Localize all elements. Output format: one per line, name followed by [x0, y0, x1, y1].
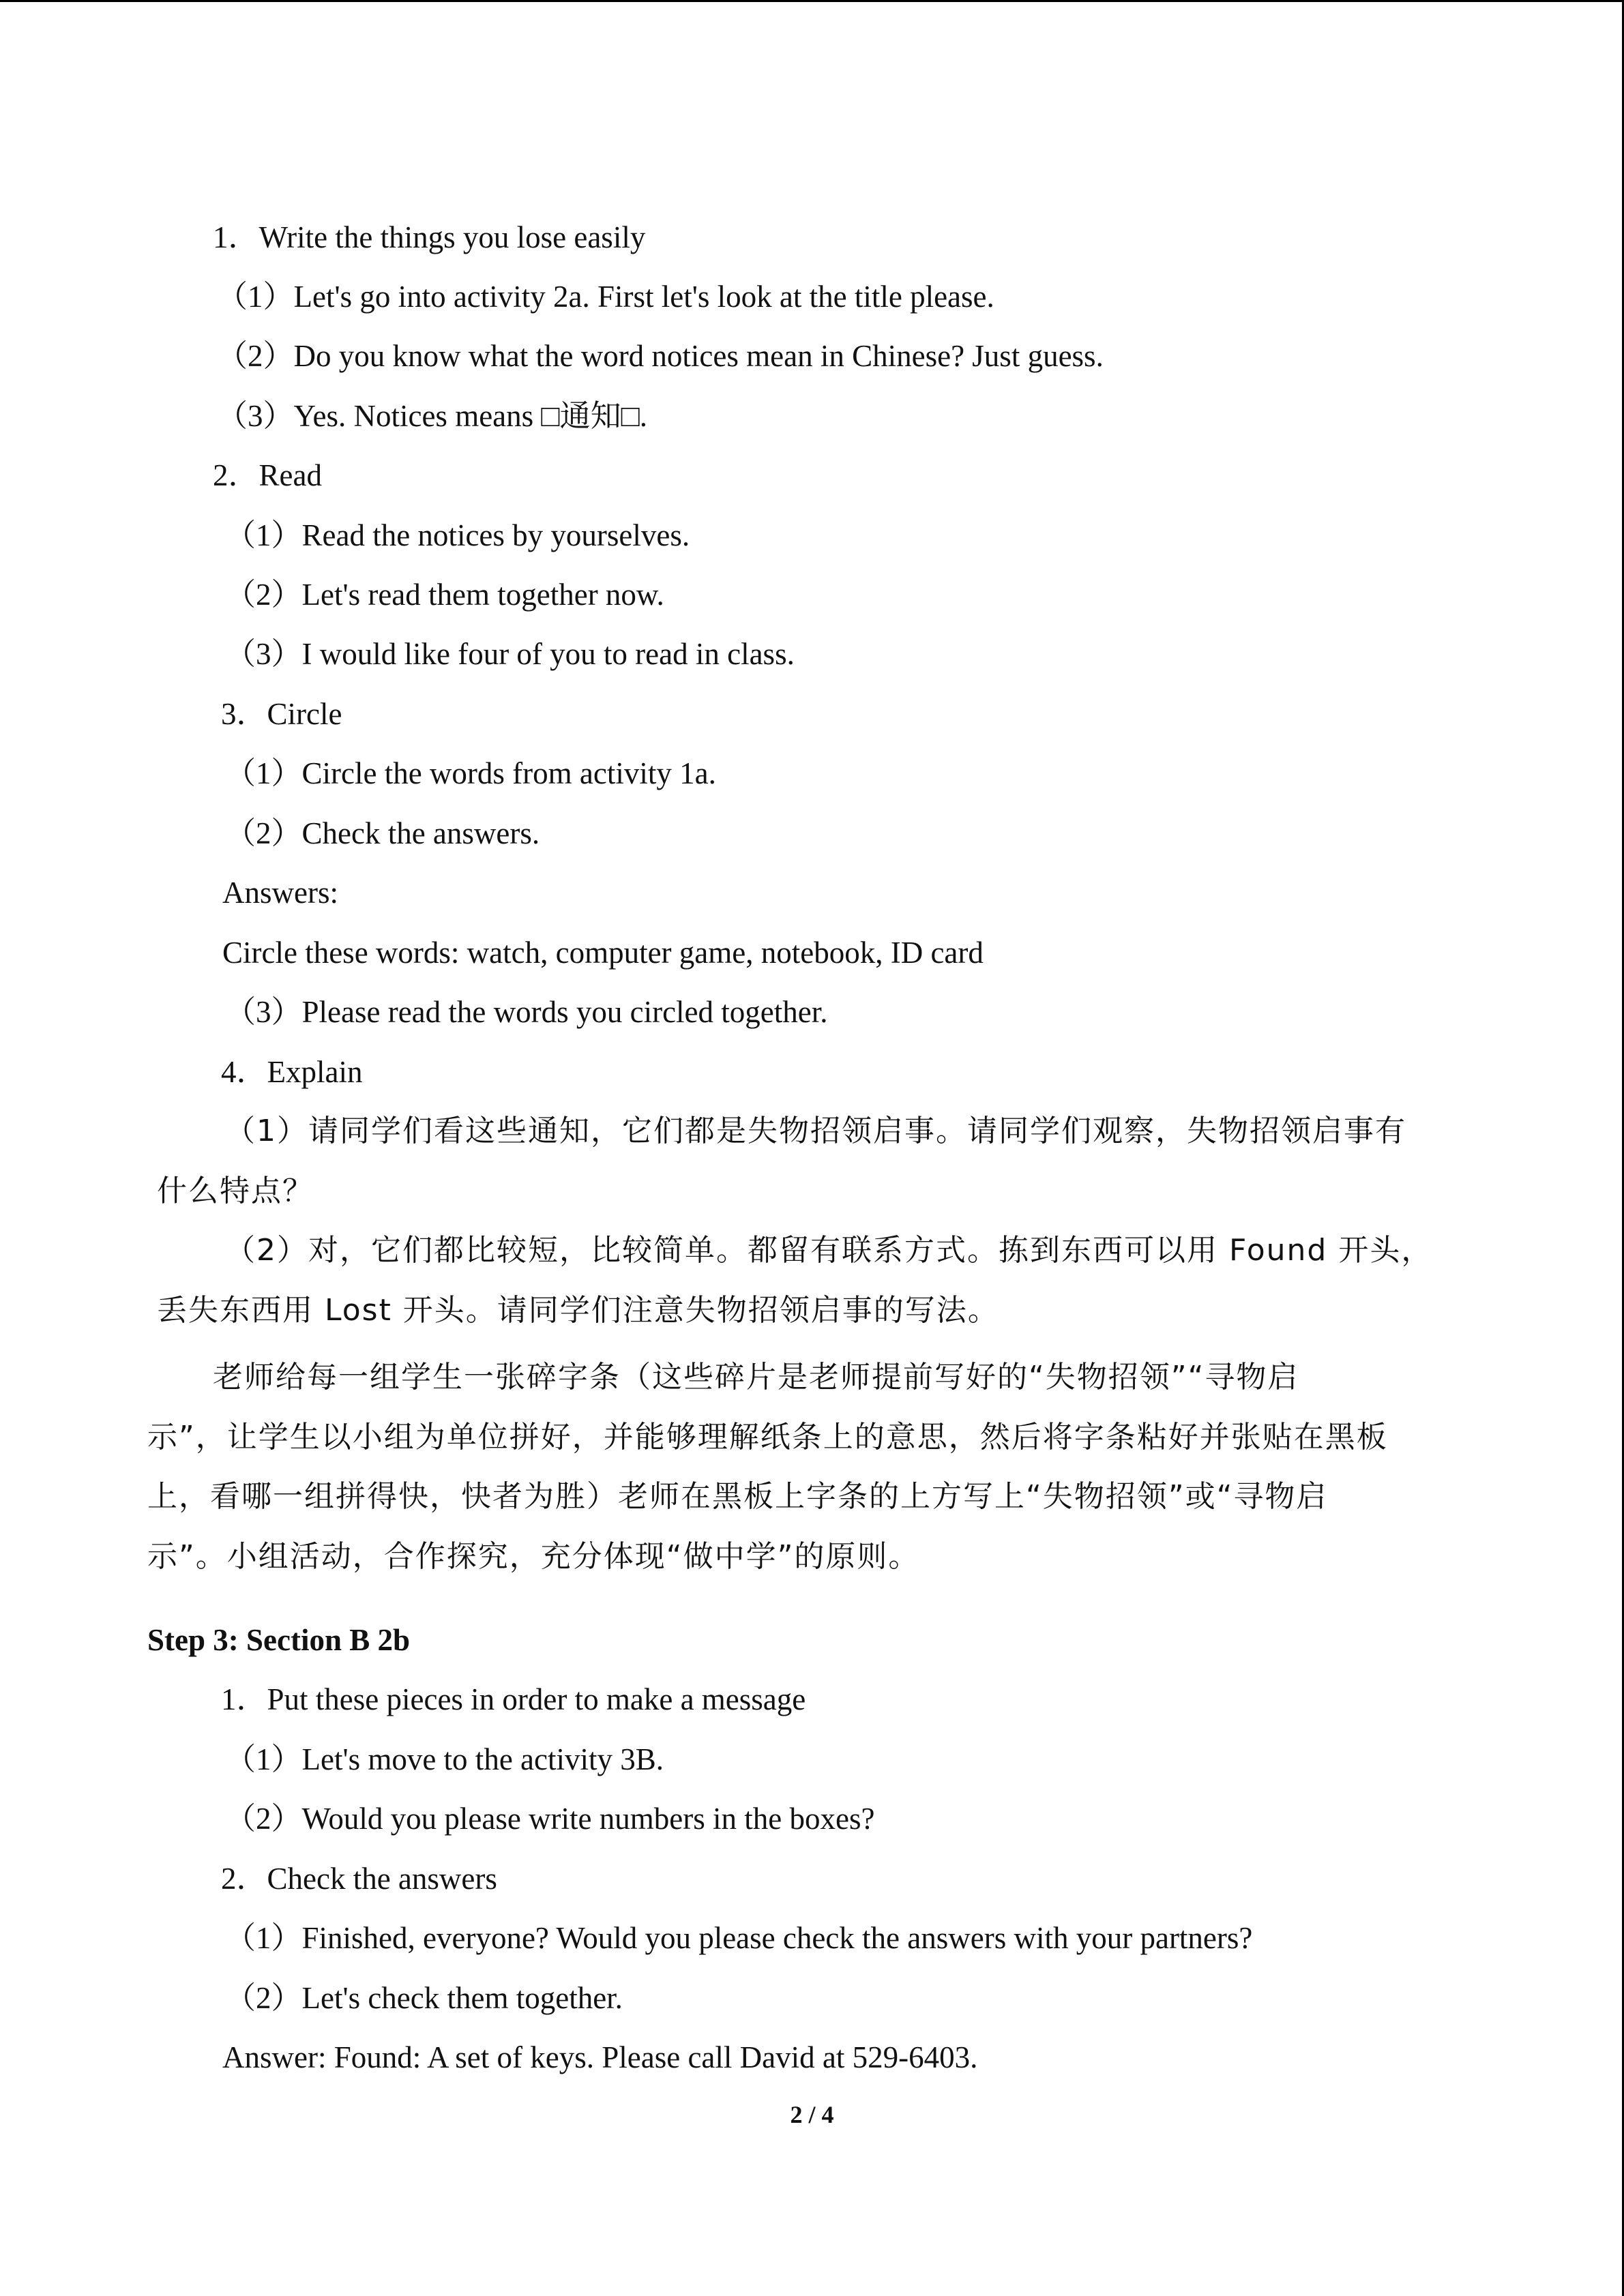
activity-paragraph-line-4: 示”。小组活动，合作探究，充分体现“做中学”的原则。: [147, 1539, 920, 1574]
item-3-heading: 3．Circle: [221, 697, 342, 731]
item-3-step-3: （3）Please read the words you circled together.: [225, 995, 828, 1029]
activity-paragraph-line-1: 老师给每一组学生一张碎字条（这些碎片是老师提前写好的“失物招领”“寻物启: [213, 1360, 1299, 1395]
step-3-item-2-heading: 2．Check the answers: [221, 1862, 497, 1896]
item-4-step-1-line-1: （1）请同学们看这些通知，它们都是失物招领启事。请同学们观察，失物招领启事有: [225, 1114, 1406, 1148]
answers-label: Answers:: [222, 876, 338, 910]
item-4-step-2-line-1: （2）对，它们都比较短，比较简单。都留有联系方式。拣到东西可以用 Found 开头，: [225, 1233, 1433, 1268]
page-top-border: [0, 0, 1624, 2]
activity-paragraph-line-3: 上，看哪一组拼得快，快者为胜）老师在黑板上字条的上方写上“失物招领”或“寻物启: [147, 1479, 1328, 1514]
step-3-item-1-heading: 1．Put these pieces in order to make a message: [221, 1682, 806, 1716]
item-3-step-2: （2）Check the answers.: [225, 816, 540, 850]
answers-text: Circle these words: watch, computer game, notebook, ID card: [222, 936, 984, 970]
item-1-step-1: （1）Let's go into activity 2a. First let's look at the title please.: [217, 280, 994, 314]
item-1-step-2: （2）Do you know what the word notices mean in Chinese? Just guess.: [217, 339, 1104, 373]
step-3-item-2-step-2: （2）Let's check them together.: [225, 1981, 623, 2015]
page-number: 2 / 4: [790, 2101, 834, 2128]
item-2-step-1: （1）Read the notices by yourselves.: [225, 518, 690, 552]
item-4-heading: 4．Explain: [221, 1055, 363, 1089]
step-3-item-1-step-1: （1）Let's move to the activity 3B.: [225, 1742, 664, 1776]
item-3-step-1: （1）Circle the words from activity 1a.: [225, 756, 716, 790]
item-1-heading: 1．Write the things you lose easily: [213, 220, 646, 254]
step-3-heading: Step 3: Section B 2b: [147, 1623, 411, 1657]
step-3-item-1-step-2: （2）Would you please write numbers in the boxes?: [225, 1802, 875, 1836]
item-4-step-2-line-2: 丢失东西用 Lost 开头。请同学们注意失物招领启事的写法。: [157, 1293, 999, 1328]
step-3-item-2-step-1: （1）Finished, everyone? Would you please check the answers with your partners?: [225, 1921, 1253, 1955]
item-4-step-1-line-2: 什么特点？: [157, 1174, 314, 1208]
activity-paragraph-line-2: 示”，让学生以小组为单位拼好，并能够理解纸条上的意思，然后将字条粘好并张贴在黑板: [147, 1420, 1388, 1455]
item-1-step-3: （3）Yes. Notices means □通知□.: [217, 399, 648, 433]
item-2-heading: 2．Read: [213, 458, 322, 492]
item-2-step-2: （2）Let's read them together now.: [225, 578, 664, 612]
step-3-answer: Answer: Found: A set of keys. Please call David at 529-6403.: [222, 2040, 978, 2074]
item-2-step-3: （3）I would like four of you to read in class.: [225, 637, 795, 671]
